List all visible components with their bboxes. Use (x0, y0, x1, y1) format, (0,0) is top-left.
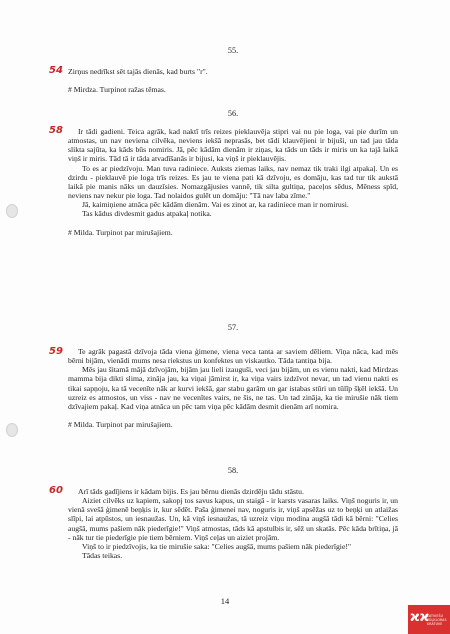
paragraph: Jā, kaimiņiene atnāca pēc kādām dienām. Vai es zinot ar, ka radiniece man ir nomirusi. (82, 200, 349, 210)
paragraph: Mēs jau šitamā mājā dzīvojām, bijām jau lieli izauguši, veci jau bijām, un es vienu nakti, kad Mirdzas mamma bija dikti slima, zināja jau, ka viņai jāmirst ir, ka viņa vairs izdzīvot nevar, un tad vienu nakti es tikai sapņoju, ka tā vecenīte nāk ar kurvi iekšā, gar stabu garām un gar istabas stūri un tūlīp šķēl iekšā. Un uzreiz es atmostos, un viss - nav ne vecenītes vairs, ne šis, ne tas. Un tad zināja, ka tie mirušie nāk tiem dzīvajiem pakaļ. Kad viņa atnāca un pēc tam viņa pēc kādām desmit dienām arī nomira. (68, 365, 398, 411)
punch-hole (6, 204, 18, 218)
punch-hole (6, 423, 18, 437)
handwritten-number: 54 (49, 65, 63, 76)
entry-55 (68, 46, 398, 55)
logo-line: FOLKLORAS (427, 618, 447, 622)
entry-number: 55. (227, 46, 239, 55)
source-note: # Milda. Turpinot par mirušajiem. (68, 420, 173, 430)
entry-57 (68, 323, 398, 332)
paragraph: Zirņus nedrīkst sēt tajās dienās, kad burts "r". (68, 67, 208, 76)
archive-logo (408, 605, 450, 634)
entry-58 (68, 466, 398, 475)
paragraph: To es ar piedzīvoju. Man tuva radiniece. Auksts ziemas laiks, nav nemaz tik traki ilgi atpakaļ. Un es dzirdu - pieklauvē pie loga trīs reizes. Es jau te viena pati kā dzīvoju, es domāju, kas tad tur tik aukstā laikā pie manis nāks un dauzīsies. Nomazgājusies vannē, tik silta gultiņa, paceļos sēdus, Mēness spīd, neviens nav nekur pie loga. Tad nolaidos gulēt un domāju: "Tā nav laba zīme." (68, 163, 398, 201)
page-number: 14 (220, 596, 230, 606)
entry-56-body (68, 127, 398, 237)
entry-55-body (68, 67, 398, 94)
logo-mark: ϰϰ (410, 610, 430, 625)
paragraph: Tādas teikas. (82, 551, 123, 561)
source-note: # Milda. Turpinot par mirušajiem. (68, 227, 173, 237)
source-note: # Mirdza. Turpinot ražas tēmas. (68, 85, 166, 95)
entry-58-body (68, 487, 398, 560)
entry-number: 58. (227, 466, 239, 475)
paragraph: Viņš to ir piedzīvojis, ka tie mirušie saka: "Celies augšā, mums pašiem nāk piederīgie!" (82, 541, 352, 551)
entry-number: 56. (227, 109, 239, 118)
logo-line: KRĀTUVE (427, 622, 443, 626)
paragraph: Te agrāk pagastā dzīvoja tāda viena ģimene, viena veca tanta ar saviem dēliem. Viņa nāca, kad mēs bērni bijām, vienādi mums nesa riekstus un konfektes un viskautko. Tāda tantiņa bija. (68, 347, 398, 366)
logo-line: LATVIEŠU (427, 614, 444, 618)
paragraph: Ir tādi gadieni. Teica agrāk, kad naktī trīs reizes pieklauvēja stipri vai nu pie loga, vai pie durīm un atmostas, un nav neviena cilvēka, neviens iekšā neprasās, bet tādi klauvējieni ir bijuši, un tad jau tāda slikta sajūta, ka kāds būs nomiris. Jā, pēc kādām dienām ir ziņas, ka tāds un tāds ir miris un ka tajā laikā viņš ir miris. Tād tā ir tāda atvadīšanās ir bijusi, ka viņš ir pieklauvējis. (68, 127, 398, 164)
entry-56 (68, 109, 398, 118)
handwritten-number: 59 (49, 346, 63, 357)
entry-number: 57. (227, 323, 239, 332)
handwritten-number: 58 (49, 125, 63, 136)
paragraph: Aiziet cilvēks uz kapiem, sakopj tos savus kapus, un staigā - ir karsts vasaras laiks. Viņš noguris ir, un vienā svešā ģimenē beņķis ir, kur sēdēt. Paša ģimenei nav, noguris ir, viņš apsēžas uz to beņķi un atlaižas slīpi, lai atpūstos, un iesnaužas. Un, kā viņš iesnaužas, tā uzreiz viņu modina augšā tādi kā bērni: "Celies augšā, mums pašiem nāk piederīgie!" Viņš atmostas, tāds kā apstulbis ir, sēž un skatās. Pēc kāda brītiņa, jā - nāk tur tie piederīgie pie tiem bērniem. Viņš ceļas un aiziet projām. (68, 496, 398, 542)
entry-57-body (68, 347, 398, 429)
paragraph: Arī tāds gadījiens ir kādam bijis. Es jau bērnu dienās dzirdēju tādu stāstu. (78, 487, 304, 496)
paragraph: Tas kādus divdesmit gadus atpakaļ notika. (82, 209, 212, 219)
handwritten-number: 60 (49, 485, 63, 496)
